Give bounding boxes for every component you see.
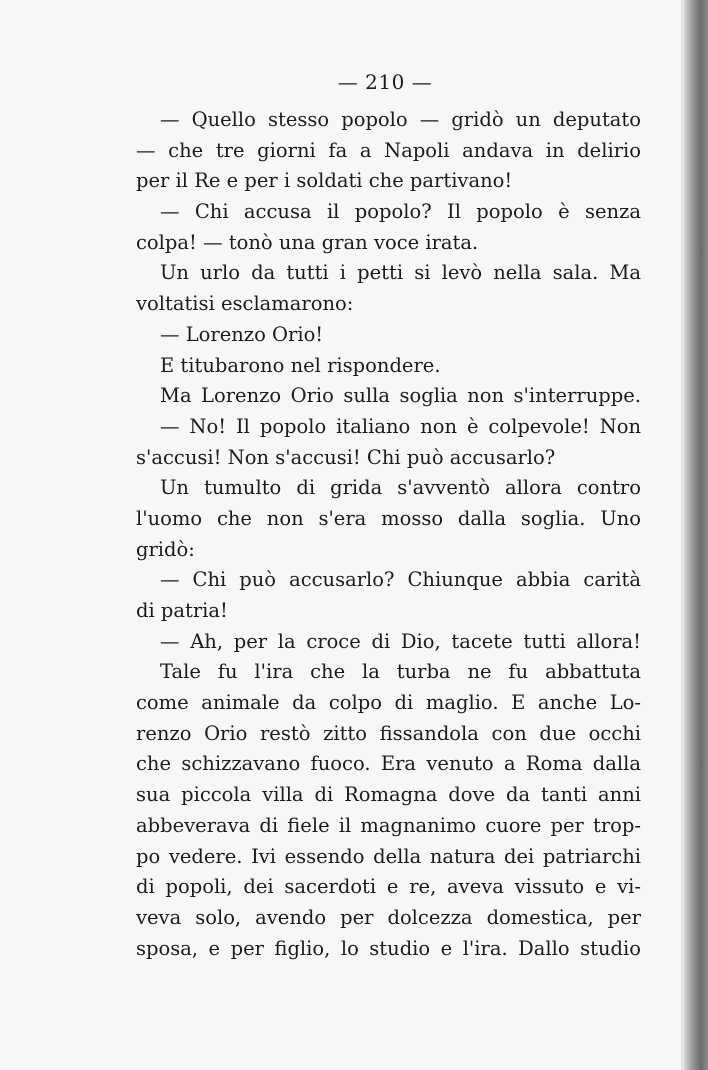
text-line: Un urlo da tutti i petti si levò nella sala. Ma bbox=[160, 261, 641, 285]
text-line: — No! Il popolo italiano non è colpevole! Non bbox=[160, 414, 641, 438]
page-number: — 210 — bbox=[337, 70, 433, 94]
text-line: colpa! — tonò una gran voce irata. bbox=[136, 230, 479, 254]
body-text bbox=[136, 105, 641, 964]
text-line: — Chi accusa il popolo? Il popolo è senza bbox=[160, 200, 641, 224]
text-line: po vedere. Ivi essendo della natura dei patriarchi bbox=[136, 844, 641, 868]
text-line: abbeverava di fiele il magnanimo cuore per trop- bbox=[136, 813, 641, 837]
book-spine bbox=[684, 0, 708, 1070]
text-line: sposa, e per figlio, lo studio e l'ira. Dallo studio bbox=[136, 936, 641, 960]
text-line: — Chi può accusarlo? Chiunque abbia carità bbox=[160, 568, 641, 592]
text-line: voltatisi esclamarono: bbox=[136, 292, 354, 316]
text-line: — Lorenzo Orio! bbox=[160, 322, 324, 346]
text-line: come animale da colpo di maglio. E anche Lo- bbox=[136, 691, 641, 715]
text-line: — Ah, per la croce di Dio, tacete tutti allora! bbox=[160, 629, 641, 653]
text-line: Tale fu l'ira che la turba ne fu abbattuta bbox=[160, 660, 641, 684]
text-line: — Quello stesso popolo — gridò un deputato bbox=[160, 108, 641, 131]
text-line: s'accusi! Non s'accusi! Chi può accusarlo? bbox=[136, 445, 556, 469]
text-line: Un tumulto di grida s'avventò allora contro bbox=[160, 476, 641, 500]
text-line: gridò: bbox=[136, 537, 195, 561]
text-line: E titubarono nel rispondere. bbox=[160, 353, 441, 377]
text-line: l'uomo che non s'era mosso dalla soglia. Uno bbox=[136, 506, 641, 530]
text-line: Ma Lorenzo Orio sulla soglia non s'interruppe. bbox=[160, 384, 641, 408]
text-line: che schizzavano fuoco. Era venuto a Roma dalla bbox=[136, 752, 641, 776]
text-line: veva solo, avendo per dolcezza domestica, per bbox=[136, 905, 641, 929]
text-line: renzo Orio restò zitto fissandola con due occhi bbox=[136, 721, 641, 745]
text-line: di patria! bbox=[136, 599, 228, 622]
text-line: — che tre giorni fa a Napoli andava in delirio bbox=[136, 138, 641, 162]
text-line: per il Re e per i soldati che partivano! bbox=[136, 169, 513, 193]
text-line: sua piccola villa di Romagna dove da tanti anni bbox=[136, 783, 641, 807]
text-line: di popoli, dei sacerdoti e re, aveva vissuto e vi- bbox=[136, 875, 641, 899]
